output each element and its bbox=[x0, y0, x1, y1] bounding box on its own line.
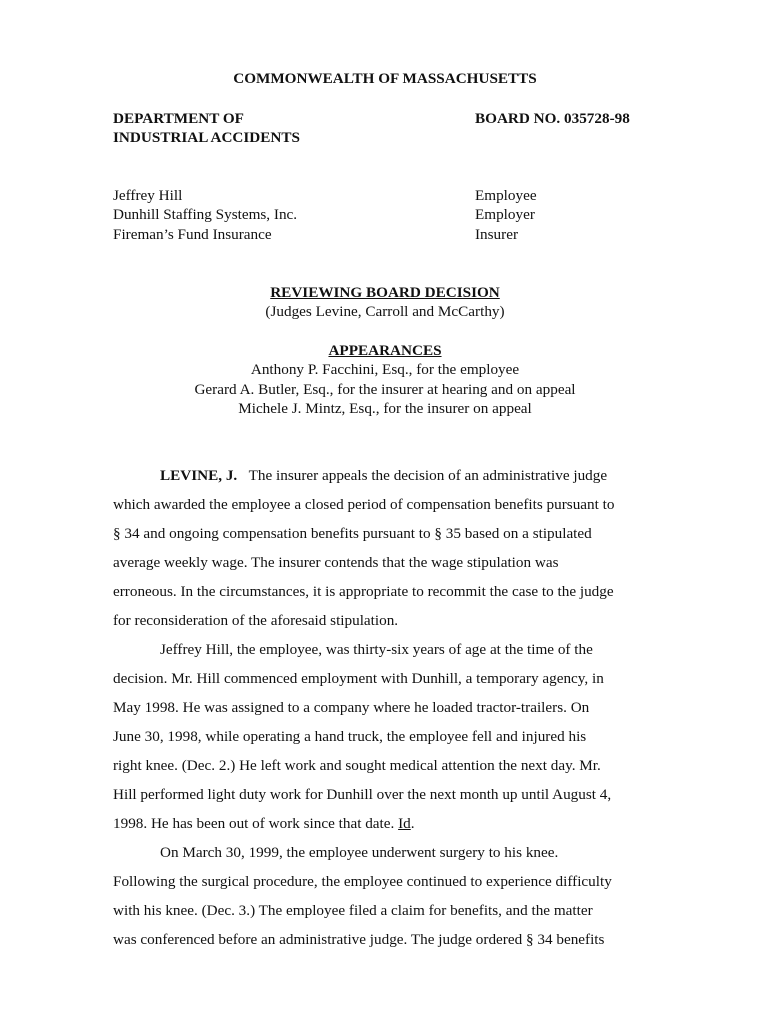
paragraph-line: was conferenced before an administrative judge. The judge ordered § 34 benefits bbox=[113, 931, 605, 948]
decision-title-wrap bbox=[0, 284, 770, 302]
party-role-employer: Employer bbox=[475, 206, 535, 223]
appearance-line: Michele J. Mintz, Esq., for the insurer on appeal bbox=[238, 400, 532, 417]
party-name-employer: Dunhill Staffing Systems, Inc. bbox=[113, 206, 298, 223]
paragraph-text: The insurer appeals the decision of an administrative judge bbox=[248, 467, 608, 484]
author-name: LEVINE, J. bbox=[160, 467, 238, 484]
paragraph-line: May 1998. He was assigned to a company where he loaded tractor-trailers. On bbox=[113, 699, 590, 716]
paragraph-line: Following the surgical procedure, the employee continued to experience difficulty bbox=[113, 873, 612, 890]
appearance-line: Gerard A. Butler, Esq., for the insurer at hearing and on appeal bbox=[194, 381, 576, 398]
paragraph-1-first-line bbox=[160, 467, 607, 485]
decision-title: REVIEWING BOARD DECISION bbox=[270, 284, 500, 301]
paragraph-line: On March 30, 1999, the employee underwent surgery to his knee. bbox=[160, 844, 559, 861]
paragraph-line: § 34 and ongoing compensation benefits pursuant to § 35 based on a stipulated bbox=[113, 525, 592, 542]
paragraph-line: decision. Mr. Hill commenced employment with Dunhill, a temporary agency, in bbox=[113, 670, 604, 687]
paragraph-line: with his knee. (Dec. 3.) The employee filed a claim for benefits, and the matter bbox=[113, 902, 593, 919]
department-line-1: DEPARTMENT OF bbox=[113, 110, 244, 127]
paragraph-line: erroneous. In the circumstances, it is appropriate to recommit the case to the judge bbox=[113, 583, 614, 600]
citation-id: Id bbox=[398, 815, 411, 832]
appearances-title: APPEARANCES bbox=[328, 342, 442, 359]
paragraph-line bbox=[113, 815, 415, 833]
party-name-employee: Jeffrey Hill bbox=[113, 187, 183, 204]
paragraph-line: Jeffrey Hill, the employee, was thirty-six years of age at the time of the bbox=[160, 641, 593, 658]
party-role-insurer: Insurer bbox=[475, 226, 519, 243]
appearances-title-wrap bbox=[0, 342, 770, 360]
party-role-employee: Employee bbox=[475, 187, 537, 204]
board-number: BOARD NO. 035728-98 bbox=[475, 110, 630, 127]
department-line-2: INDUSTRIAL ACCIDENTS bbox=[113, 129, 300, 146]
paragraph-text: . bbox=[410, 815, 415, 832]
paragraph-line: average weekly wage. The insurer contends that the wage stipulation was bbox=[113, 554, 559, 571]
paragraph-line: Hill performed light duty work for Dunhill over the next month up until August 4, bbox=[113, 786, 612, 803]
paragraph-line: for reconsideration of the aforesaid stipulation. bbox=[113, 612, 399, 629]
party-name-insurer: Fireman’s Fund Insurance bbox=[113, 226, 272, 243]
appearance-line: Anthony P. Facchini, Esq., for the employee bbox=[250, 361, 520, 378]
paragraph-line: right knee. (Dec. 2.) He left work and sought medical attention the next day. Mr. bbox=[113, 757, 601, 774]
decision-judges: (Judges Levine, Carroll and McCarthy) bbox=[265, 303, 505, 320]
paragraph-line: June 30, 1998, while operating a hand truck, the employee fell and injured his bbox=[113, 728, 587, 745]
document-state-heading: COMMONWEALTH OF MASSACHUSETTS bbox=[233, 70, 537, 87]
paragraph-text: 1998. He has been out of work since that date. bbox=[113, 815, 399, 832]
paragraph-line: which awarded the employee a closed period of compensation benefits pursuant to bbox=[113, 496, 615, 513]
